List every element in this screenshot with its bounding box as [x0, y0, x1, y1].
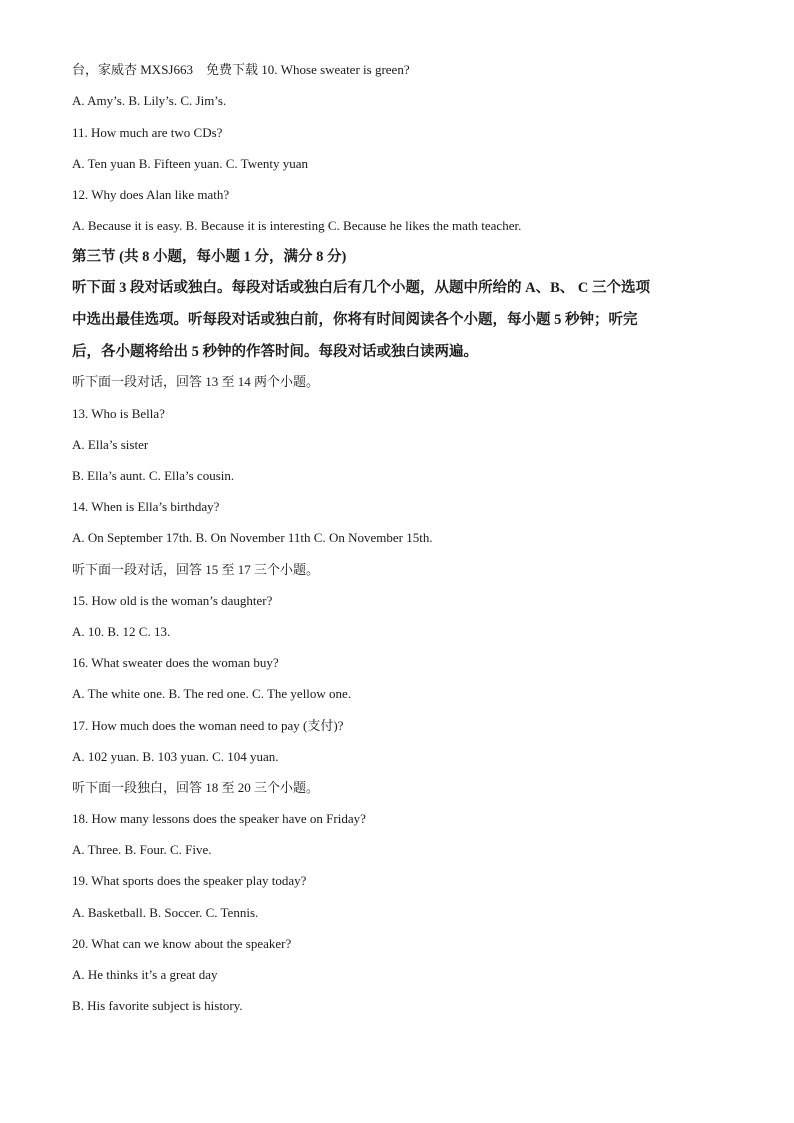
question-18: 18. How many lessons does the speaker have on Friday?: [72, 811, 366, 826]
question-15: 15. How old is the woman’s daughter?: [72, 593, 273, 608]
question-20: 20. What can we know about the speaker?: [72, 936, 292, 951]
question-19-options: A. Basketball. B. Soccer. C. Tennis.: [72, 905, 259, 920]
question-16-options: A. The white one. B. The red one. C. The yellow one.: [72, 686, 352, 701]
section-3-instructions-1: 听下面 3 段对话或独白。每段对话或独白后有几个小题，从题中所给的 A、B、 C 三个选项: [72, 280, 650, 296]
question-10-line: 台，家威杏 MXSJ663 免费下载 10. Whose sweater is green?: [72, 62, 410, 77]
question-20-option-b: B. His favorite subject is history.: [72, 998, 243, 1013]
question-17: 17. How much does the woman need to pay (支付)?: [72, 718, 344, 733]
question-13-option-a: A. Ella’s sister: [72, 437, 149, 452]
question-12-options: A. Because it is easy. B. Because it is interesting C. Because he likes the math teacher.: [72, 218, 522, 233]
question-18-options: A. Three. B. Four. C. Five.: [72, 842, 212, 857]
section-3-instructions-3: 后，各小题将给出 5 秒钟的作答时间。每段对话或独白读两遍。: [72, 344, 478, 360]
question-13-options-bc: B. Ella’s aunt. C. Ella’s cousin.: [72, 468, 235, 483]
dialogue-1-intro: 听下面一段对话，回答 13 至 14 两个小题。: [72, 374, 320, 389]
question-10-options: A. Amy’s. B. Lily’s. C. Jim’s.: [72, 93, 227, 108]
question-14-options: A. On September 17th. B. On November 11th C. On November 15th.: [72, 530, 433, 545]
question-11: 11. How much are two CDs?: [72, 125, 223, 140]
question-11-options: A. Ten yuan B. Fifteen yuan. C. Twenty yuan: [72, 156, 308, 171]
question-12: 12. Why does Alan like math?: [72, 187, 230, 202]
question-13: 13. Who is Bella?: [72, 406, 165, 421]
question-16: 16. What sweater does the woman buy?: [72, 655, 279, 670]
monologue-intro: 听下面一段独白，回答 18 至 20 三个小题。: [72, 780, 320, 795]
question-17-options: A. 102 yuan. B. 103 yuan. C. 104 yuan.: [72, 749, 279, 764]
question-15-options: A. 10. B. 12 C. 13.: [72, 624, 171, 639]
question-14: 14. When is Ella’s birthday?: [72, 499, 220, 514]
section-3-heading: 第三节 (共 8 小题，每小题 1 分，满分 8 分): [72, 249, 347, 265]
section-3-instructions-2: 中选出最佳选项。听每段对话或独白前，你将有时间阅读各个小题，每小题 5 秒钟；听完: [72, 312, 638, 328]
question-20-option-a: A. He thinks it’s a great day: [72, 967, 218, 982]
question-19: 19. What sports does the speaker play today?: [72, 873, 307, 888]
dialogue-2-intro: 听下面一段对话，回答 15 至 17 三个小题。: [72, 562, 320, 577]
